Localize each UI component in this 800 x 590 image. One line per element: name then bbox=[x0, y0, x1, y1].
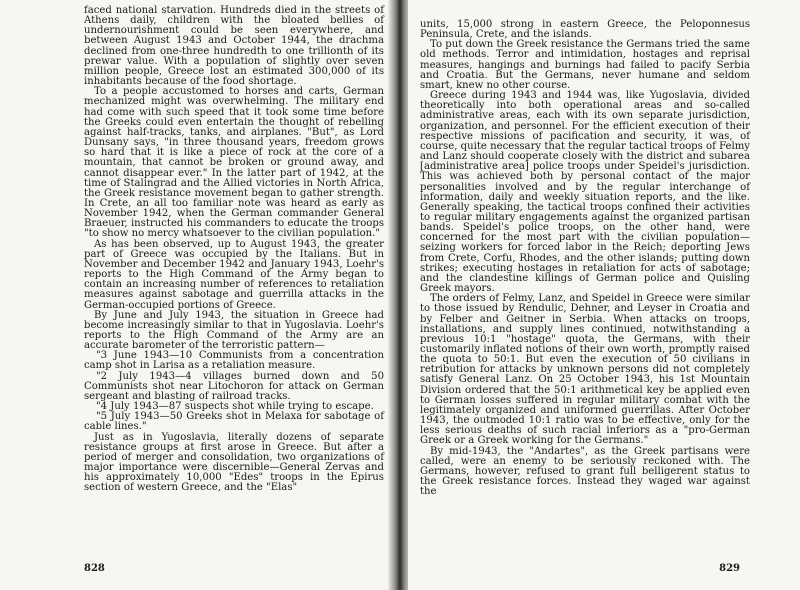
left-page bbox=[0, 0, 392, 590]
right-page-text bbox=[420, 20, 750, 497]
right-page bbox=[408, 0, 800, 590]
paragraph: To put down the Greek resistance the Germans tried the same old methods. Terror and intimidation, hostages and reprisal measures, hangings and burnings had failed to pacify Serbia and Croatia. But the Germans, never humane and seldom smart, knew no other course. bbox=[420, 39, 750, 91]
paragraph: By mid-1943, the "Andartes", as the Greek partisans were called, were an enemy to be seriously reckoned with. The Germans, however, refused to grant full belligerent status to the Greek resistance forces. Instead they waged war against the bbox=[420, 445, 750, 498]
paragraph: By June and July 1943, the situation in Greece had become increasingly similar to that in Yugoslavia. Loehr's reports to the High Command of the Army are an accurate barometer of the terroristic pattern— bbox=[84, 309, 384, 352]
paragraph: The orders of Felmy, Lanz, and Speidel in Greece were similar to those issued by Rendulic, Dehner, and Leyser in Croatia and by Felber and Geitner in Serbia. When attacks on troops, installations, and supply lines continued, notwithstanding a previous 10:1 "hostage" quota, the Germans, with their customarily inflated notions of their own worth, promptly raised the quota to 50:1. But even the execution of 50 civilians in retribution for attacks by unknown persons did not completely satisfy General Lanz. On 25 October 1943, his 1st Mountain Division ordered that the 50:1 arithmetical key be applied even to German losses suffered in regular military combat with the legitimately organized and uniformed guerrillas. After October 1943, the outmoded 10:1 ratio was to be effective, only for the less serious deaths of such racial inferiors as a "pro-German Greek or a Greek working for the Germans." bbox=[420, 293, 750, 447]
paragraph: faced national starvation. Hundreds died in the streets of Athens daily, children with the bloated bellies of undernourishment could be seen everywhere, and between August 1943 and October 1944, the drachma declined from one-three hundredth to one trillionth of its prewar value. With a population of slightly over seven million people, Greece lost an estimated 300,000 of its inhabitants because of the food shortage. bbox=[84, 5, 384, 88]
left-page-text bbox=[84, 6, 384, 494]
quoted-entry: "3 June 1943—10 Communists from a concentration camp shot in Larisa as a retaliation measure. bbox=[84, 350, 384, 372]
quoted-entry: "4 July 1943—87 suspects shot while trying to escape. bbox=[96, 401, 374, 413]
quoted-entry: "2 July 1943—4 villages burned down and 50 Communists shot near Litochoron for attack on German sergeant and blasting of railroad tracks. bbox=[84, 370, 384, 402]
paragraph: units, 15,000 strong in eastern Greece, the Peloponnesus Peninsula, Crete, and the islands. bbox=[420, 19, 750, 41]
quoted-entry: "5 July 1943—50 Greeks shot in Melaxa for sabotage of cable lines." bbox=[84, 411, 384, 433]
page-number-left: 828 bbox=[84, 563, 105, 574]
paragraph: As has been observed, up to August 1943, the greater part of Greece was occupied by the Italians. But in November and December 1942 and January 1943, Loehr's reports to the High Command of the Army began to contain an increasing number of references to retaliation measures against sabotage and guerrilla attacks in the German-occupied portions of Greece. bbox=[84, 238, 384, 311]
paragraph: Just as in Yugoslavia, literally dozens of separate resistance groups at first arose in Greece. But after a period of merger and consolidation, two organizations of major importance were discernible—General Zervas and his approximately 10,000 "Edes" troops in the Epirus section of western Greece, and the "Elas" bbox=[84, 431, 384, 494]
paragraph: Greece during 1943 and 1944 was, like Yugoslavia, divided theoretically into both operational areas and so-called administrative areas, each with its own separate jurisdiction, organization, and personnel. For the efficient execution of their respective missions of pacification and security, it was, of course, quite necessary that the regular tactical troops of Felmy and Lanz should cooperate closely with the district and subarea [administrative area] police troops under Speidel's jurisdiction. This was achieved both by personal contact of the major personalities involved and by the regular interchange of information, daily and weekly situation reports, and the like. Generally speaking, the tactical troops confined their activities to regular military engagements against the organized partisan bands. Speidel's police troops, on the other hand, were concerned for the most part with the civilian population—seizing workers for forced labor in the Reich; deporting Jews from Crete, Corfu, Rhodes, and the other islands; putting down strikes; executing hostages in retaliation for acts of sabotage; and the clandestine killings of German police and Quisling Greek mayors. bbox=[420, 90, 750, 295]
paragraph: To a people accustomed to horses and carts, German mechanized might was overwhelming. The military end had come with such speed that it took some time before the Greeks could even entertain the thought of rebelling against half-tracks, tanks, and airplanes. "But", as Lord Dunsany says, "in three thousand years, freedom grows so hard that it is like a piece of rock at the core of a mountain, that cannot be broken or ground away, and cannot disappear ever." In the latter part of 1942, at the time of Stalingrad and the Allied victories in North Africa, the Greek resistance movement began to gather strength. In Crete, an all too familiar note was heard as early as November 1942, when the German commander General Braeuer, instructed his commanders to educate the troops "to show no mercy whatsoever to the civilian population." bbox=[84, 86, 384, 240]
page-number-right: 829 bbox=[719, 563, 740, 574]
